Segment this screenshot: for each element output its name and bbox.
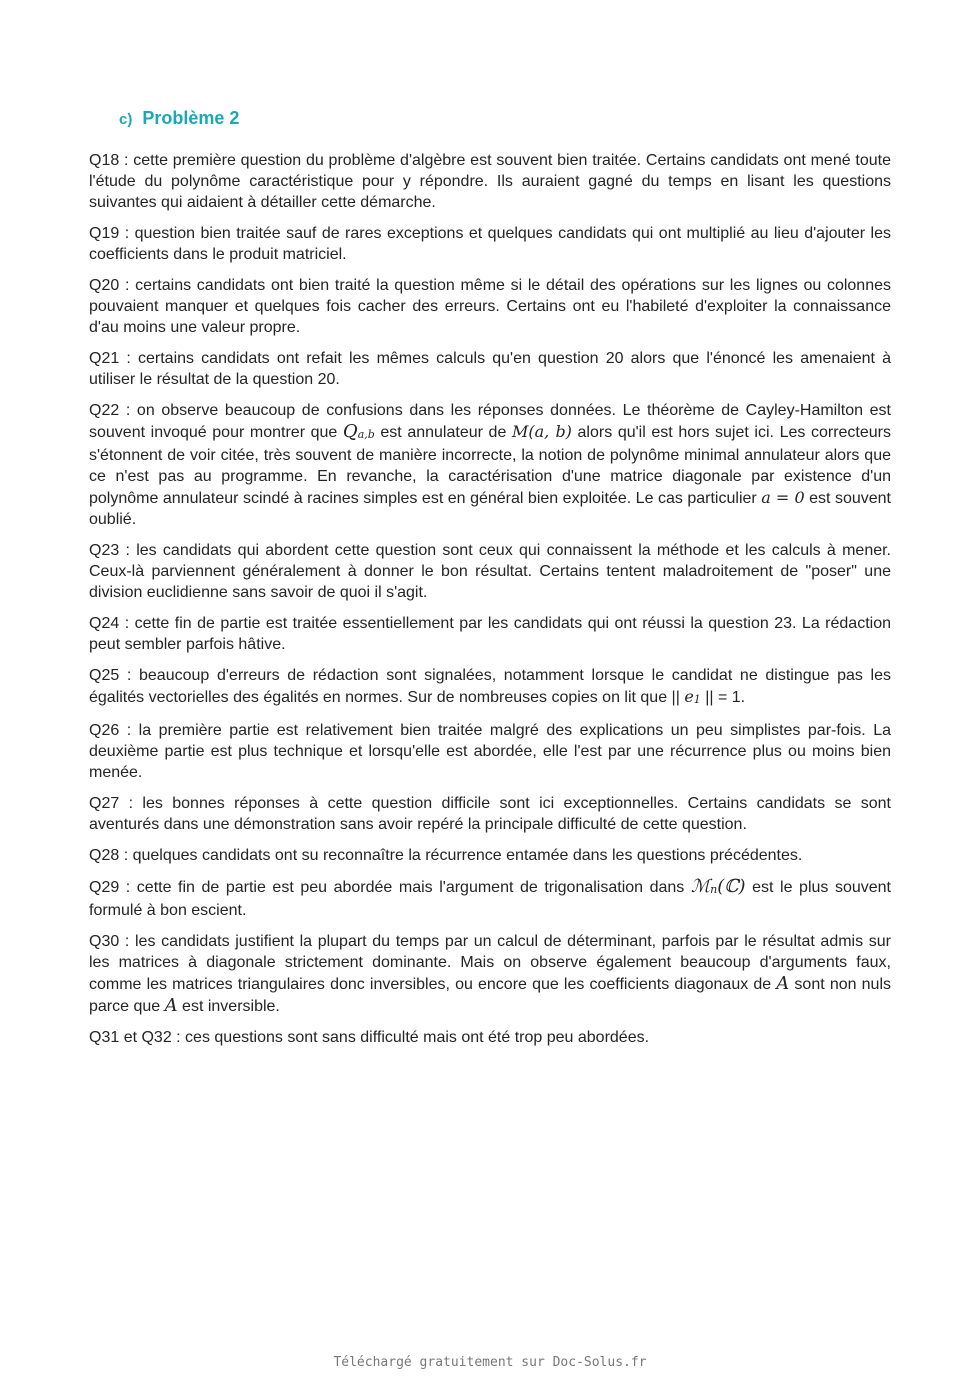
q22-math-q: Q xyxy=(342,421,358,442)
paragraph-q24: Q24 : cette fin de partie est traitée essentiellement par les candidats qui ont réussi la question 23. La rédaction peut sembler parfois hâtive. xyxy=(89,615,891,653)
q30-text-3: est inversible. xyxy=(177,998,280,1015)
paragraph-q25 xyxy=(89,665,891,710)
footer-download-note: Téléchargé gratuitement sur Doc-Solus.fr xyxy=(333,1355,647,1370)
section-heading xyxy=(119,106,891,132)
paragraph-q21: Q21 : certains candidats ont refait les mêmes calculs qu'en question 20 alors que l'énoncé les amenaient à utiliser le résultat de la question 20. xyxy=(89,350,891,388)
q25-math-e-subscript: 1 xyxy=(693,693,701,706)
section-title: Problème 2 xyxy=(142,108,240,128)
q30-math-a1: A xyxy=(776,973,790,994)
q25-text-1: Q25 : beaucoup d'erreurs de rédaction sont signalées, notamment lorsque le candidat ne distingue pas les égalités vectorielles des égalités en normes. Sur de nombreuses copies on lit que xyxy=(89,667,891,706)
q29-text-1: Q29 : cette fin de partie est peu abordée mais l'argument de trigonalisation dans xyxy=(89,879,691,896)
paragraph-q27: Q27 : les bonnes réponses à cette question difficile sont ici exceptionnelles. Certains candidats se sont aventurés dans une démonstration sans avoir repéré la principale difficulté de cette question. xyxy=(89,795,891,833)
q22-math-q-subscript: a,b xyxy=(357,428,375,441)
q30-text-2: sont non nuls parce que xyxy=(89,976,891,1015)
q22-math-m: M(a, b) xyxy=(511,422,572,441)
paragraph-q23: Q23 : les candidats qui abordent cette question sont ceux qui connaissent la méthode et les calculs à mener. Ceux-là parviennent généralement à donner le bon résultat. Certains tentent maladroitement de "poser" une division euclidienne sans savoir de quoi il s'agit. xyxy=(89,542,891,601)
section-number: c) xyxy=(119,111,133,128)
q22-text-2: est annulateur de xyxy=(374,424,512,441)
paragraph-q30 xyxy=(89,931,891,1017)
q22-text-3: alors qu'il est hors sujet ici. Les correcteurs s'étonnent de voir citée, très souvent de manière incorrecte, la notion de polynôme minimal annulateur alors que ce n'est pas au programme. En revanche, la caractérisation d'une matrice diagonale par existence d'un polynôme annulateur scindé à racines simples est en général bien exploitée. Le cas particulier xyxy=(89,424,892,507)
paragraph-q31-q32: Q31 et Q32 : ces questions sont sans difficulté mais ont été trop peu abordées. xyxy=(89,1029,650,1046)
q22-text-4: est souvent oublié. xyxy=(89,490,892,528)
q25-math-e: e xyxy=(684,687,694,706)
q22-math-a: a = 0 xyxy=(761,488,805,507)
paragraph-q26: Q26 : la première partie est relativement bien traitée malgré des explications un peu simplistes par-fois. La deuxième partie est plus technique et lorsqu'elle est abordée, elle l'est par une récurrence plus ou moins bien menée. xyxy=(89,722,891,781)
paragraph-q28: Q28 : quelques candidats ont su reconnaître la récurrence entamée dans les questions précédentes. xyxy=(89,847,803,864)
q29-math-c: (ℂ) xyxy=(717,876,746,897)
paragraph-q20: Q20 : certains candidats ont bien traité la question même si le détail des opérations sur les lignes ou colonnes pouvaient manquer et quelques fois cacher des erreurs. Certains ont eu l'habileté d'exploiter la connaissance d'au moins une valeur propre. xyxy=(89,277,891,336)
q29-text-2: est le plus souvent formulé à bon escient. xyxy=(89,879,891,919)
q29-math-m: ℳ xyxy=(690,876,711,897)
q25-norm-close: || = 1. xyxy=(700,689,746,706)
document-page xyxy=(89,106,891,1058)
q25-norm-open: || xyxy=(671,689,685,706)
q30-math-a2: A xyxy=(164,995,178,1016)
paragraph-q18: Q18 : cette première question du problème d'algèbre est souvent bien traitée. Certains candidats ont mené toute l'étude du polynôme caractéristique pour y répondre. Ils auraient gagné du temps en lisant les questions suivantes qui aidaient à détailler cette démarche. xyxy=(89,152,891,211)
paragraph-q22 xyxy=(89,400,891,530)
paragraph-q29 xyxy=(89,876,891,921)
q22-text-1: Q22 : on observe beaucoup de confusions dans les réponses données. Le théorème de Cayley-Hamilton est souvent invoqué pour montrer que xyxy=(89,402,891,441)
q29-math-m-subscript: n xyxy=(710,883,718,896)
paragraph-q19: Q19 : question bien traitée sauf de rares exceptions et quelques candidats qui ont multiplié au lieu d'ajouter les coefficients dans le produit matriciel. xyxy=(89,225,891,263)
q30-text-1: Q30 : les candidats justifient la plupart du temps par un calcul de déterminant, parfois par le résultat admis sur les matrices à diagonale strictement dominante. Mais on observe également beaucoup d'arguments faux, comme les matrices triangulaires donc inversibles, ou encore que les coefficients diagonaux de xyxy=(89,933,891,993)
